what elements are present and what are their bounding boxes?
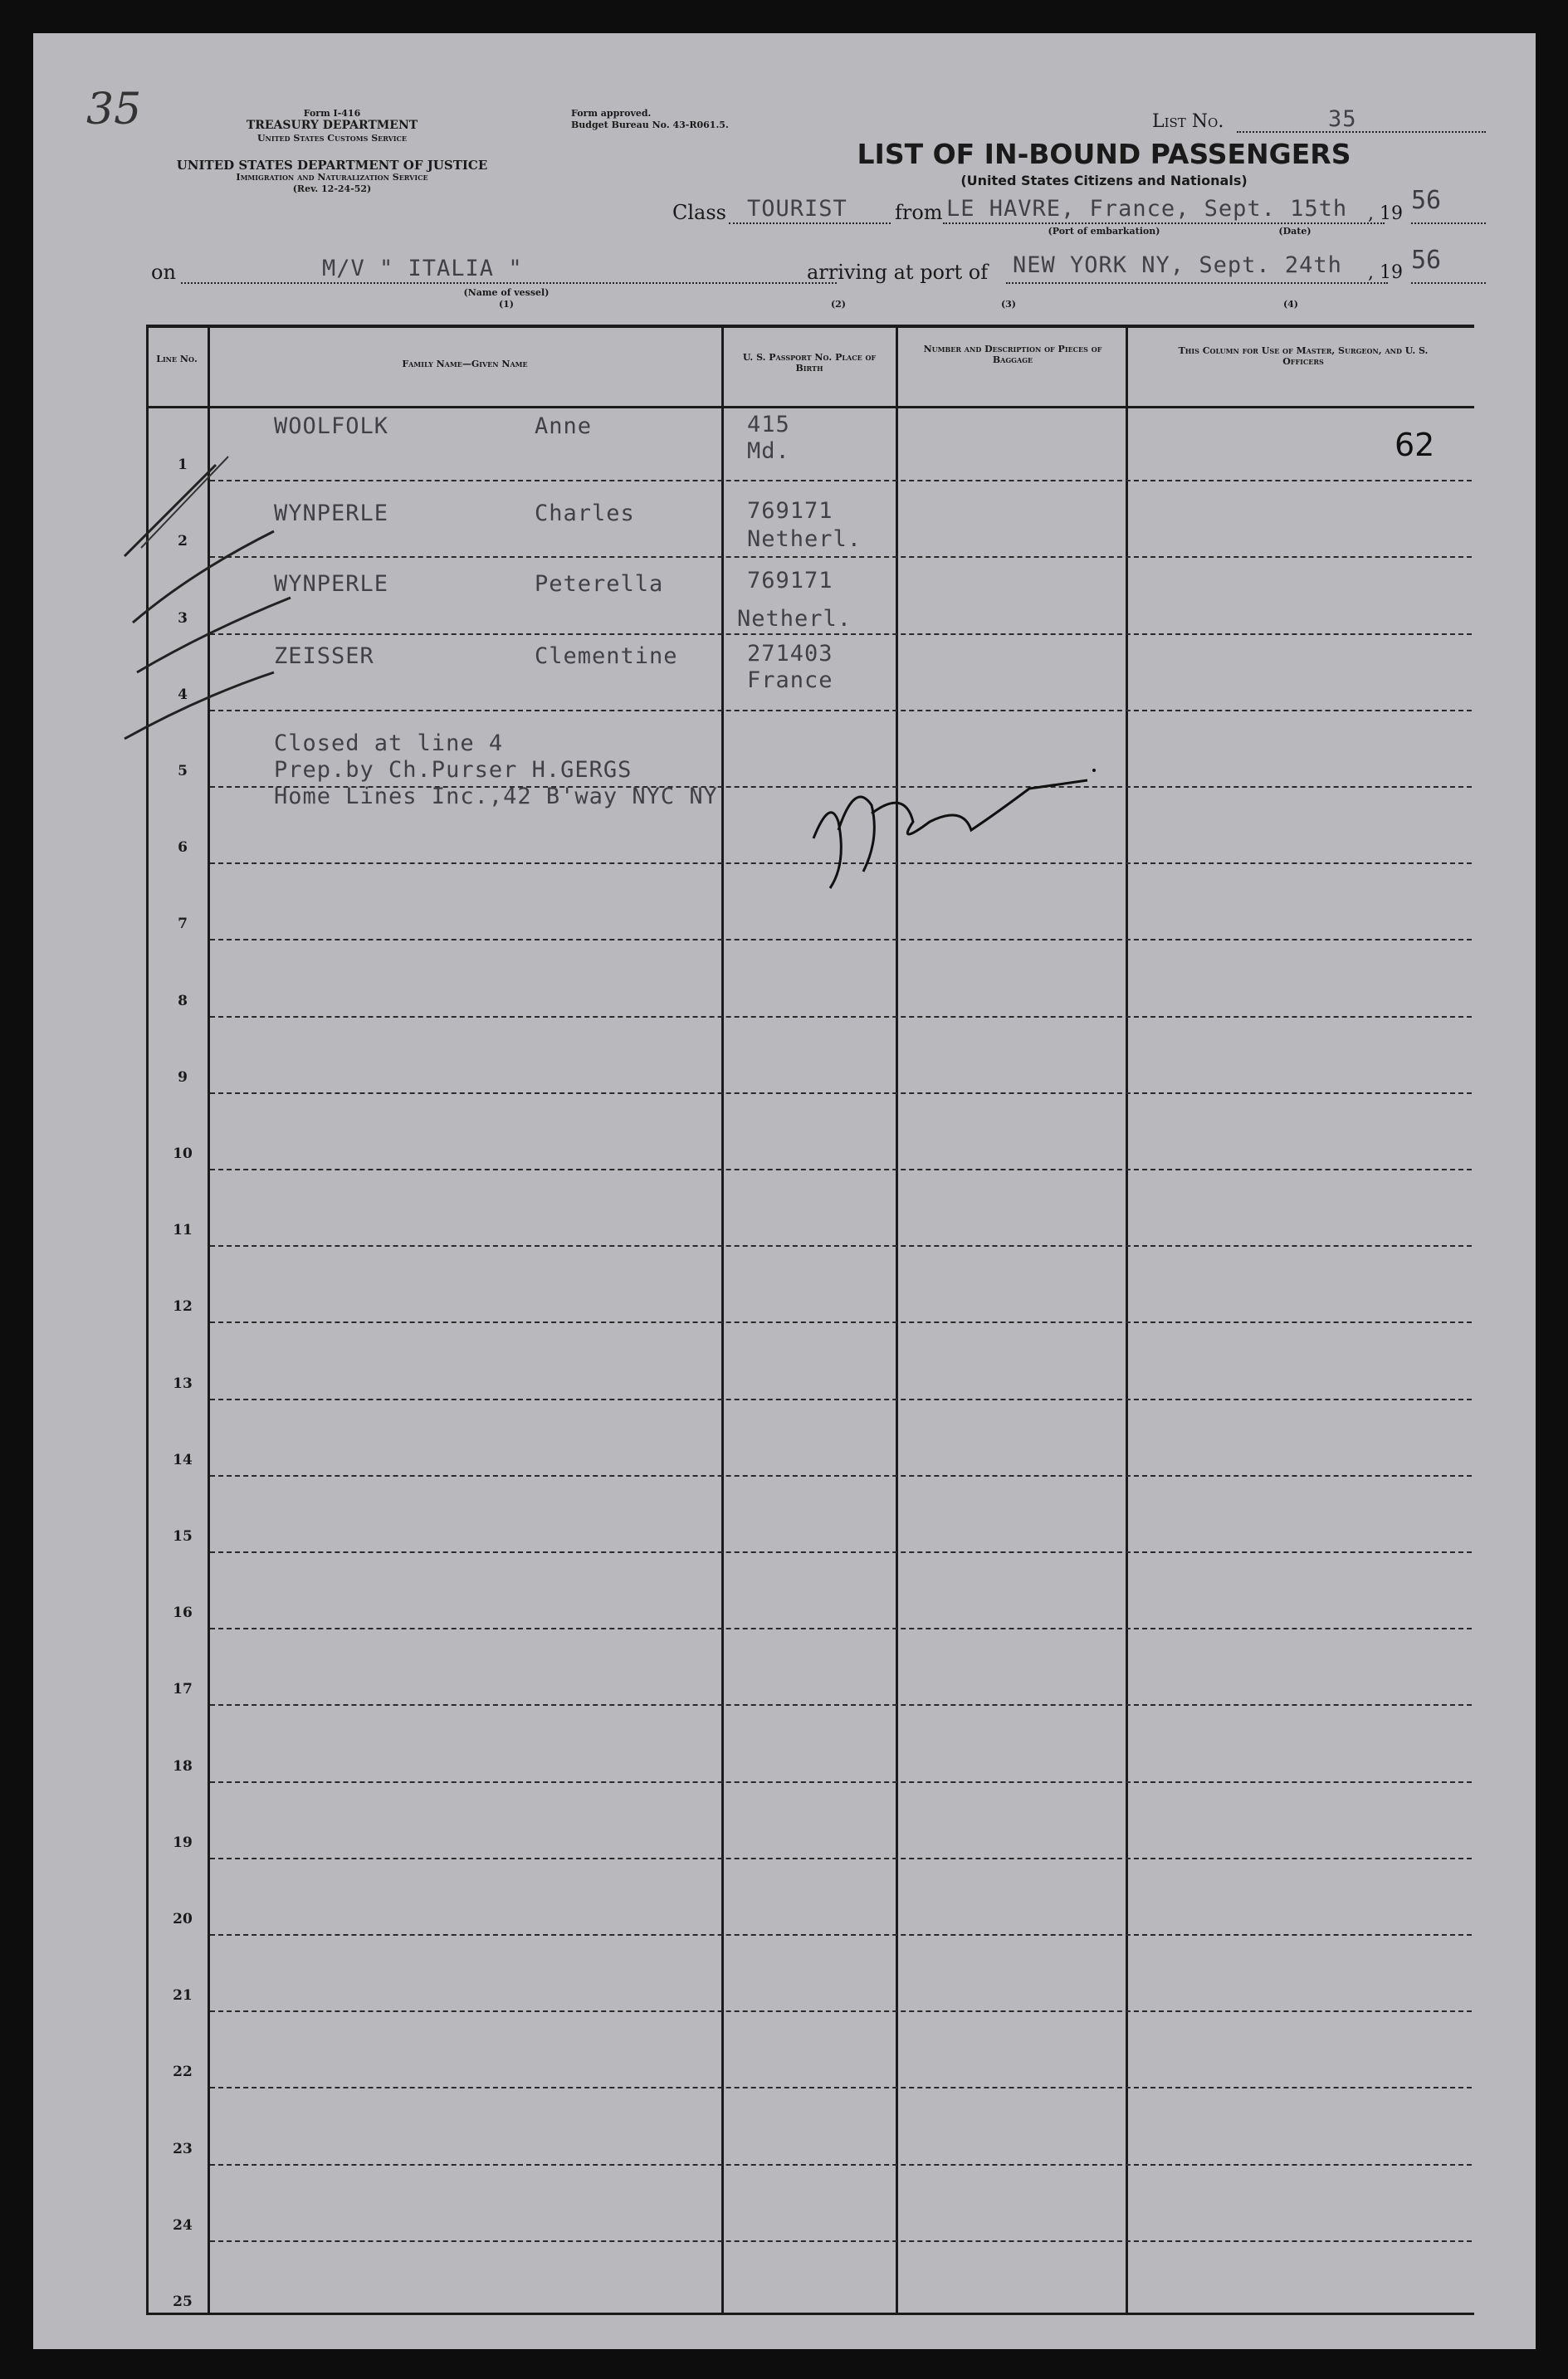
line-number: 24 <box>173 2216 193 2234</box>
row-divider <box>210 1628 1472 1629</box>
line-number: 16 <box>173 1605 193 1622</box>
customs-service: United States Customs Service <box>256 133 408 144</box>
year-line-2 <box>1411 282 1486 284</box>
baggage-divider <box>1126 325 1128 2315</box>
passenger-4-given: Clementine <box>535 643 678 669</box>
row-divider <box>210 2010 1472 2012</box>
closing-line-2: Prep.by Ch.Purser H.GERGS <box>274 757 633 783</box>
line-number: 13 <box>173 1375 193 1392</box>
line-number: 12 <box>173 1298 193 1316</box>
treasury-dept: TREASURY DEPARTMENT <box>246 119 418 132</box>
row-divider <box>210 1781 1472 1783</box>
embarkation-value: LE HAVRE, France, Sept. 15th <box>946 196 1348 222</box>
passport-divider <box>896 325 898 2315</box>
line-number: 2 <box>178 533 188 550</box>
row-divider <box>210 1551 1472 1553</box>
row-divider <box>210 939 1472 940</box>
list-no-label: List No. <box>1152 111 1224 132</box>
name-divider <box>721 325 724 2315</box>
year-value-2: 56 <box>1411 246 1442 275</box>
vessel-name: M/V " ITALIA " <box>322 256 523 281</box>
page-title: LIST OF IN-BOUND PASSENGERS <box>857 138 1351 170</box>
passenger-4-birth: France <box>747 667 833 693</box>
line-number: 23 <box>173 2140 193 2157</box>
arriving-value: NEW YORK NY, Sept. 24th <box>1013 252 1342 278</box>
passenger-2-family: WYNPERLE <box>274 501 389 526</box>
passenger-2-birth: Netherl. <box>747 526 862 552</box>
column-3-num: (3) <box>1000 299 1017 310</box>
line-number: 21 <box>173 1987 193 2005</box>
year-prefix-1: , 19 <box>1368 203 1403 224</box>
from-line <box>943 222 1385 224</box>
pencil-check-marks <box>116 432 324 764</box>
line-number: 1 <box>178 457 188 474</box>
budget-bureau: Budget Bureau No. 43-R061.5. <box>571 120 729 130</box>
on-label: on <box>151 261 176 284</box>
line-number: 14 <box>173 1451 193 1468</box>
list-no-value: 35 <box>1328 106 1357 132</box>
row-divider <box>210 556 1472 558</box>
line-number: 9 <box>178 1068 188 1086</box>
column-2-num: (2) <box>830 299 847 310</box>
header-bottom-border <box>146 406 1474 408</box>
header-name: Family Name—Given Name <box>402 359 528 369</box>
line-number: 18 <box>173 1757 193 1775</box>
line-number: 10 <box>173 1146 193 1162</box>
arriving-label: arriving at port of <box>807 261 989 284</box>
purser-signature <box>780 747 1096 913</box>
row-divider <box>210 2240 1472 2242</box>
line-number: 17 <box>173 1681 193 1698</box>
row-divider <box>210 1169 1472 1170</box>
header-baggage: Number and Description of Pieces of Baggage <box>923 344 1102 365</box>
row-divider <box>210 1321 1472 1323</box>
revision-date: (Rev. 12-24-52) <box>292 183 372 194</box>
passenger-1-given: Anne <box>535 413 593 439</box>
passenger-manifest-sheet <box>33 33 1536 2349</box>
passenger-4-family: ZEISSER <box>274 643 374 669</box>
ins-service: Immigration and Naturalization Service <box>236 172 428 183</box>
row-divider <box>210 1092 1472 1094</box>
vessel-caption: (Name of vessel) <box>463 287 550 298</box>
date-caption: (Date) <box>1278 226 1312 237</box>
row-divider <box>210 633 1472 635</box>
passenger-1-birth: Md. <box>747 438 790 464</box>
arriving-line <box>1006 282 1388 284</box>
row-divider <box>210 2164 1472 2166</box>
header-line-no: Line No. <box>156 354 198 364</box>
class-line <box>729 222 891 224</box>
from-label: from <box>895 201 943 224</box>
row-divider <box>210 1704 1472 1706</box>
row-divider <box>210 1399 1472 1400</box>
line-number: 22 <box>173 2064 193 2081</box>
column-1-num: (1) <box>498 299 515 310</box>
vessel-line <box>181 282 837 284</box>
justice-dept: UNITED STATES DEPARTMENT OF JUSTICE <box>176 158 488 173</box>
form-approved: Form approved. <box>571 108 652 119</box>
table-bottom-border <box>146 2313 1474 2315</box>
passenger-1-passport: 415 <box>747 412 790 437</box>
passenger-3-passport: 769171 <box>747 568 833 594</box>
year-line-1 <box>1411 222 1486 224</box>
row-divider <box>210 2087 1472 2088</box>
line-number: 25 <box>173 2294 193 2310</box>
line-number: 7 <box>178 916 188 933</box>
line-number: 19 <box>173 1834 193 1851</box>
passenger-1-family: WOOLFOLK <box>274 413 389 439</box>
passenger-3-birth: Netherl. <box>737 606 852 632</box>
line-number: 8 <box>178 992 188 1009</box>
row-divider <box>210 710 1472 711</box>
year-prefix-2: , 19 <box>1368 262 1403 283</box>
passenger-2-given: Charles <box>535 501 635 526</box>
row-divider <box>210 1934 1472 1936</box>
margin-handwritten-number: 35 <box>86 85 142 134</box>
line-number: 6 <box>178 839 188 857</box>
class-label: Class <box>672 201 726 224</box>
line-number: 20 <box>173 1911 193 1927</box>
header-passport: U. S. Passport No. Place of Birth <box>742 352 877 374</box>
header-officers: This Column for Use of Master, Surgeon, and U. S. Officers <box>1178 345 1429 367</box>
row-divider <box>210 1016 1472 1018</box>
column-4-num: (4) <box>1282 299 1299 310</box>
passenger-3-given: Peterella <box>535 571 664 597</box>
class-value: TOURIST <box>747 196 848 222</box>
passenger-3-family: WYNPERLE <box>274 571 389 597</box>
line-number: 5 <box>178 763 188 779</box>
closing-line-3: Home Lines Inc.,42 B'way NYC NY <box>274 784 718 809</box>
line-number: 4 <box>178 686 188 703</box>
row-divider <box>210 480 1472 481</box>
line-number: 15 <box>173 1528 193 1545</box>
passenger-4-passport: 271403 <box>747 641 833 667</box>
row-divider <box>210 1475 1472 1477</box>
passenger-2-passport: 769171 <box>747 498 833 524</box>
line-number: 3 <box>178 609 188 627</box>
table-top-border <box>146 325 1474 328</box>
year-value-1: 56 <box>1411 186 1442 215</box>
row-divider <box>210 1245 1472 1247</box>
form-number: Form I-416 <box>303 108 361 119</box>
port-caption: (Port of embarkation) <box>1048 226 1160 237</box>
list-no-line <box>1237 131 1486 133</box>
closing-line-1: Closed at line 4 <box>274 730 504 756</box>
officer-note: 62 <box>1395 427 1435 463</box>
page-subtitle: (United States Citizens and Nationals) <box>960 173 1248 188</box>
line-number: 11 <box>173 1222 193 1239</box>
row-divider <box>210 1858 1472 1859</box>
